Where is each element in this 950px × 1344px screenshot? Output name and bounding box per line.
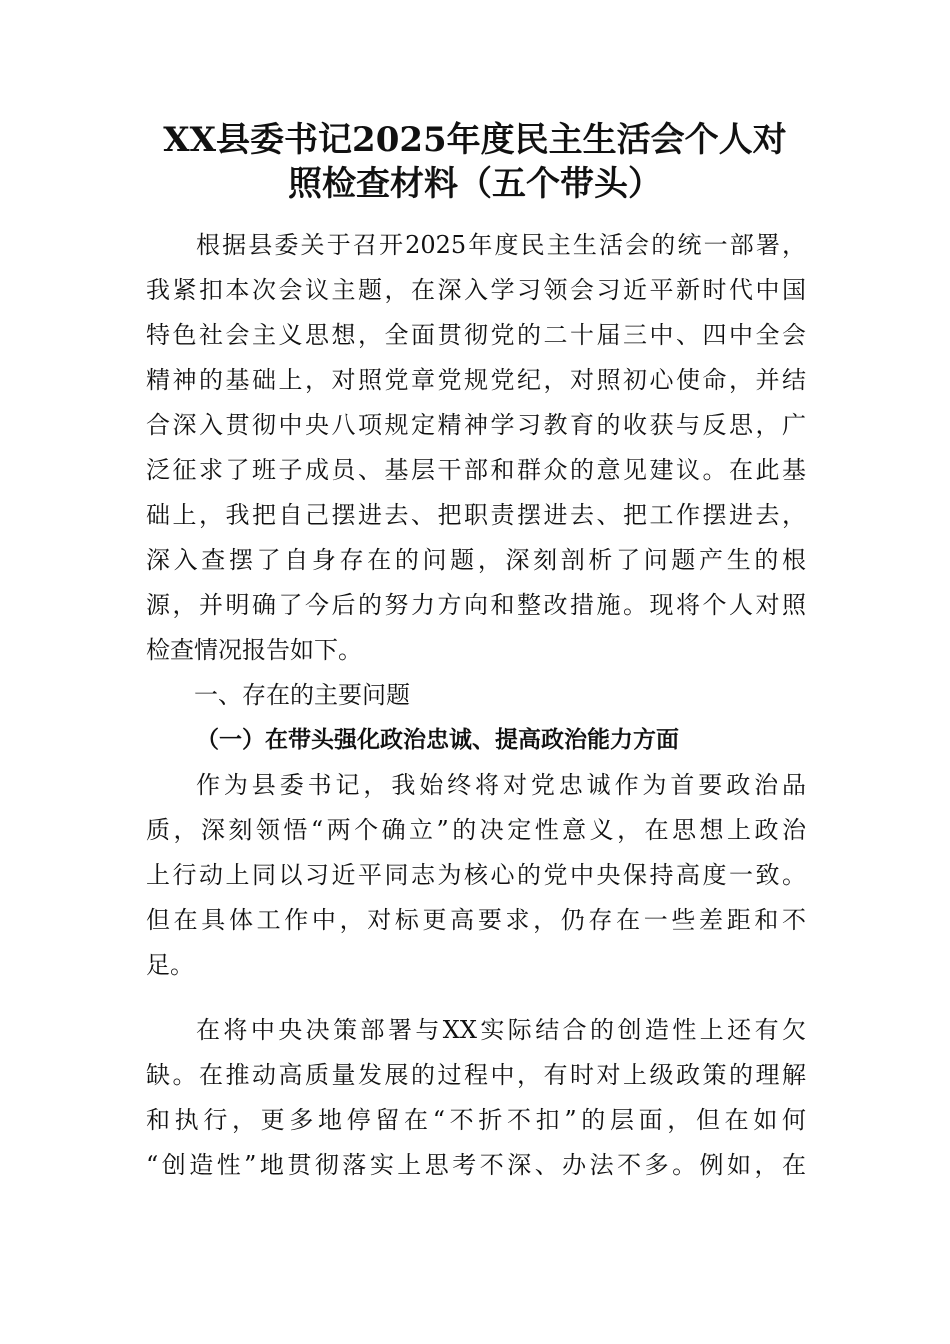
intro-line: 泛征求了班子成员、基层干部和群众的意见建议。在此基	[146, 456, 806, 484]
intro-line: 根据县委关于召开2025年度民主生活会的统一部署，	[196, 231, 806, 259]
body-line: 质，深刻领悟“两个确立”的决定性意义，在思想上政治	[146, 816, 806, 844]
section-heading: 一、存在的主要问题	[194, 681, 410, 709]
intro-line: 精神的基础上，对照党章党规党纪，对照初心使命，并结	[146, 366, 806, 394]
body-line: 作为县委书记，我始终将对党忠诚作为首要政治品	[196, 771, 806, 799]
intro-line: 础上，我把自己摆进去、把职责摆进去、把工作摆进去，	[146, 501, 806, 529]
intro-line: 深入查摆了自身存在的问题，深刻剖析了问题产生的根	[146, 546, 806, 574]
body-line: 和执行，更多地停留在“不折不扣”的层面，但在如何	[146, 1106, 806, 1134]
intro-line: 特色社会主义思想，全面贯彻党的二十届三中、四中全会	[146, 321, 806, 349]
body-line: 但在具体工作中，对标更高要求，仍存在一些差距和不	[146, 906, 806, 934]
intro-line: 我紧扣本次会议主题，在深入学习领会习近平新时代中国	[146, 276, 806, 304]
body-line: 缺。在推动高质量发展的过程中，有时对上级政策的理解	[146, 1061, 806, 1089]
body-line: 在将中央决策部署与XX实际结合的创造性上还有欠	[196, 1016, 806, 1044]
document-title-line-2: 照检查材料（五个带头）	[288, 164, 662, 204]
body-line: 足。	[146, 951, 194, 979]
body-line: 上行动上同以习近平同志为核心的党中央保持高度一致。	[146, 861, 806, 889]
document-title-line-1: XX县委书记2025年度民主生活会个人对	[163, 120, 787, 160]
intro-line: 检查情况报告如下。	[146, 636, 362, 664]
intro-line: 合深入贯彻中央八项规定精神学习教育的收获与反思，广	[146, 411, 806, 439]
subsection-heading: （一）在带头强化政治忠诚、提高政治能力方面	[196, 726, 679, 753]
intro-line: 源，并明确了今后的努力方向和整改措施。现将个人对照	[146, 591, 806, 619]
body-line: “创造性”地贯彻落实上思考不深、办法不多。例如，在	[146, 1151, 806, 1179]
